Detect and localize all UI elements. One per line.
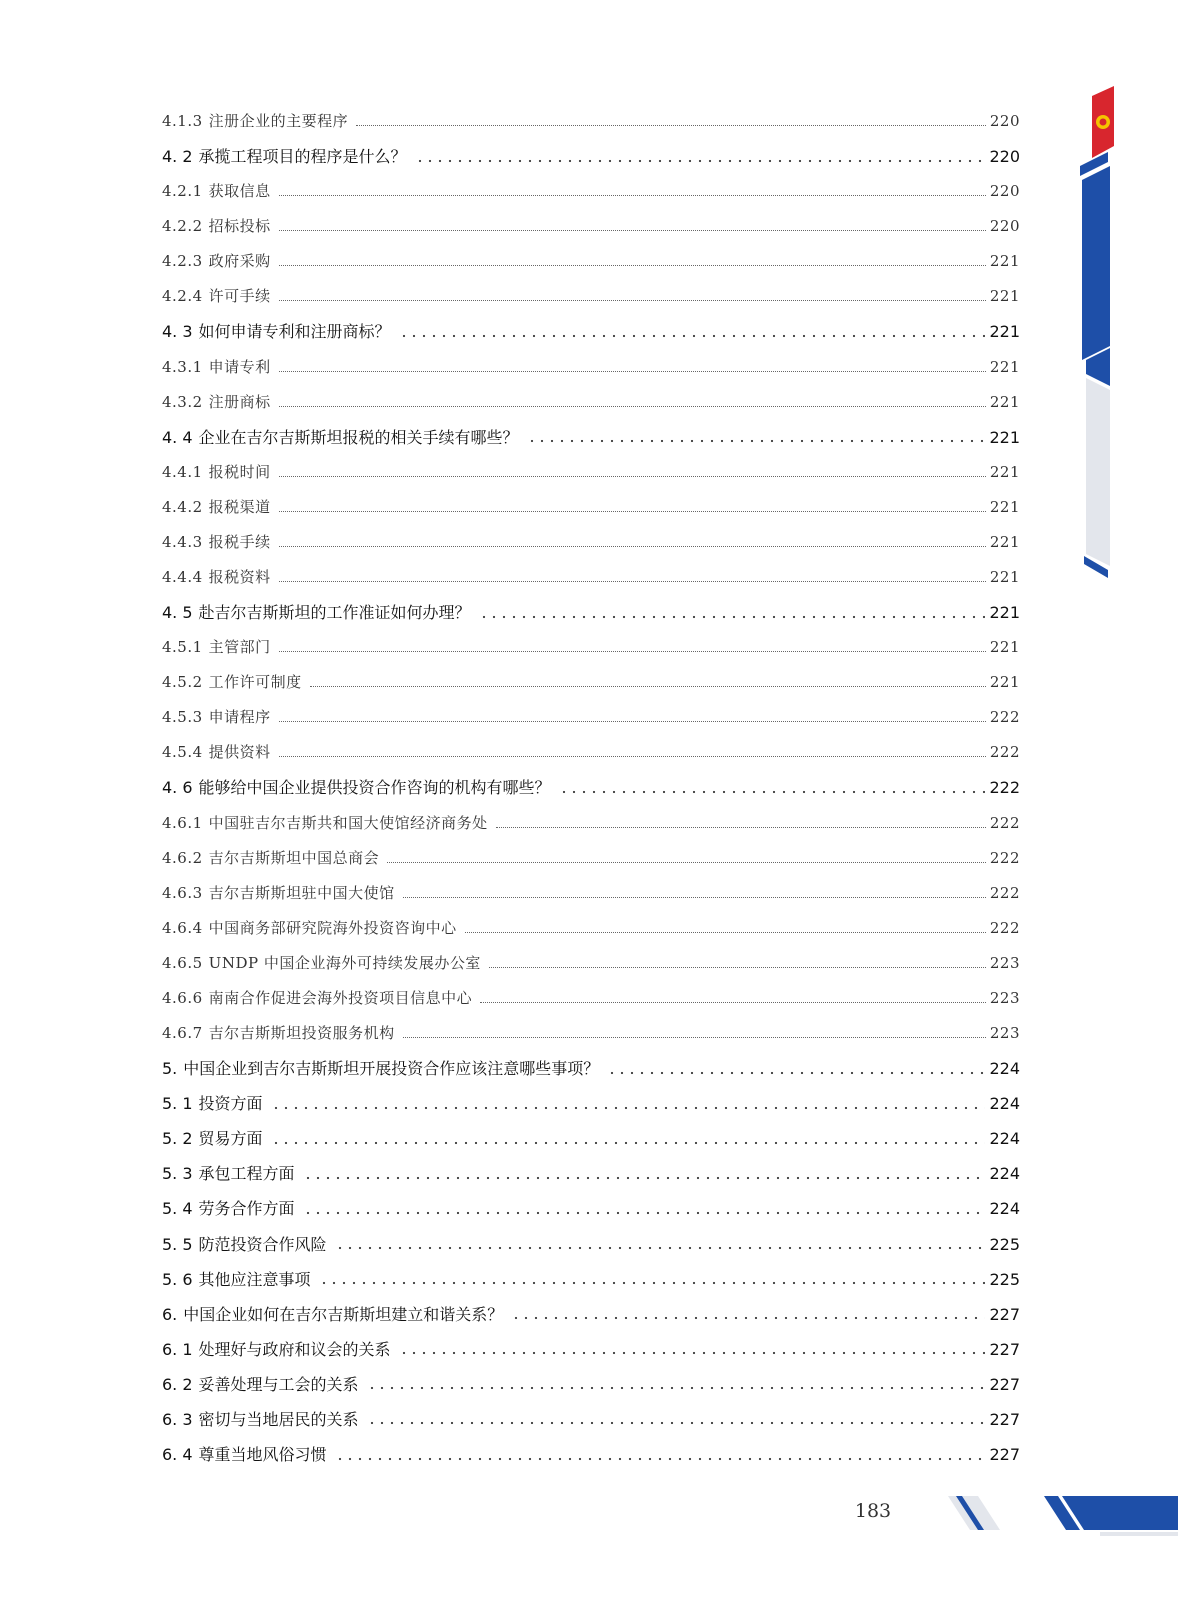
toc-entry-title: 赴吉尔吉斯斯坦的工作准证如何办理？ — [198, 603, 471, 623]
toc-entry-number: 5. 6 — [162, 1269, 193, 1289]
toc-entry-page: 222 — [989, 743, 1020, 762]
toc-entry-number: 4.3.2 — [162, 392, 203, 411]
toc-entry-page: 227 — [989, 1304, 1020, 1324]
toc-entry — [162, 314, 1020, 349]
toc-entry-page: 222 — [989, 708, 1020, 727]
toc-entry — [162, 876, 1020, 911]
toc-entry-title: 密切与当地居民的关系 — [198, 1409, 359, 1429]
toc-entry-label — [162, 174, 271, 209]
toc-entry-page: 227 — [989, 1374, 1020, 1394]
toc-entry — [162, 946, 1020, 981]
toc-entry-title: 企业在吉尔吉斯斯坦报税的相关手续有哪些？ — [198, 427, 519, 447]
toc-dot-leader — [279, 371, 986, 372]
toc-dot-leader — [271, 1106, 986, 1110]
toc-dot-leader — [279, 300, 986, 301]
toc-entry — [162, 244, 1020, 279]
toc-dot-leader — [607, 1071, 985, 1075]
toc-dot-leader — [399, 334, 986, 338]
toc-entry-number: 5. 5 — [162, 1234, 193, 1254]
toc-entry-label — [162, 314, 391, 349]
toc-entry-page: 224 — [989, 1164, 1020, 1184]
toc-entry-page: 221 — [989, 392, 1020, 411]
toc-entry-title: 报税资料 — [208, 568, 271, 587]
toc-entry-page: 225 — [989, 1269, 1020, 1289]
toc-entry-number: 4.6.4 — [162, 918, 203, 937]
toc-entry-label — [162, 1227, 327, 1262]
toc-entry — [162, 1016, 1020, 1051]
toc-entry — [162, 595, 1020, 630]
toc-entry-number: 6. 4 — [162, 1444, 193, 1464]
toc-entry-page: 221 — [989, 357, 1020, 376]
toc-entry — [162, 911, 1020, 946]
toc-entry-number: 4.1.3 — [162, 112, 203, 130]
toc-dot-leader — [403, 897, 986, 898]
toc-entry-label — [162, 770, 551, 805]
toc-entry-number: 4.5.2 — [162, 673, 203, 692]
toc-entry-number: 5. 3 — [162, 1164, 193, 1184]
toc-entry-title: 吉尔吉斯斯坦中国总商会 — [208, 848, 380, 867]
toc-entry-number: 4.4.1 — [162, 462, 203, 481]
toc-entry-title: 承揽工程项目的程序是什么？ — [198, 147, 407, 167]
toc-entry-title: 投资方面 — [198, 1094, 263, 1114]
toc-entry-title: 注册商标 — [208, 392, 271, 411]
toc-entry-label — [162, 1402, 359, 1437]
toc-entry-title: 工作许可制度 — [208, 673, 302, 692]
toc-entry-label — [162, 560, 271, 595]
toc-entry-number: 4.6.7 — [162, 1024, 203, 1043]
toc-entry-page: 227 — [989, 1409, 1020, 1429]
toc-entry-title: 妥善处理与工会的关系 — [198, 1374, 359, 1394]
toc-entry-number: 4.2.4 — [162, 287, 203, 306]
toc-entry — [162, 665, 1020, 700]
toc-dot-leader — [310, 686, 986, 687]
toc-entry-title: 劳务合作方面 — [198, 1199, 295, 1219]
toc-dot-leader — [279, 265, 986, 266]
toc-dot-leader — [279, 476, 986, 477]
toc-dot-leader — [279, 230, 986, 231]
toc-entry-title: 政府采购 — [208, 252, 271, 271]
toc-entry-title: 报税渠道 — [208, 497, 271, 516]
toc-entry-title: 报税手续 — [208, 532, 271, 551]
toc-entry-page: 221 — [989, 322, 1020, 342]
toc-entry-label — [162, 1297, 503, 1332]
toc-entry-title: 防范投资合作风险 — [198, 1234, 327, 1254]
toc-entry-title: 中国企业如何在吉尔吉斯斯坦建立和谐关系？ — [183, 1304, 504, 1324]
toc-entry-page: 224 — [989, 1059, 1020, 1079]
toc-entry-title: 中国商务部研究院海外投资咨询中心 — [208, 918, 457, 937]
toc-entry-number: 4. 3 — [162, 322, 193, 342]
toc-entry — [162, 139, 1020, 174]
toc-entry-label — [162, 455, 271, 490]
toc-dot-leader — [279, 721, 986, 722]
table-of-contents — [162, 104, 1020, 1472]
toc-entry-number: 5. 2 — [162, 1129, 193, 1149]
toc-entry-label — [162, 104, 348, 139]
toc-entry-title: 中国企业到吉尔吉斯斯坦开展投资合作应该注意哪些事项？ — [183, 1059, 600, 1079]
toc-entry — [162, 770, 1020, 805]
toc-entry-label — [162, 700, 271, 735]
toc-entry — [162, 1051, 1020, 1086]
toc-entry-title: 处理好与政府和议会的关系 — [198, 1339, 391, 1359]
toc-dot-leader — [511, 1316, 985, 1320]
toc-entry-number: 5. 1 — [162, 1094, 193, 1114]
toc-entry-label — [162, 981, 472, 1016]
toc-entry-number: 4.6.5 — [162, 953, 203, 972]
toc-entry-label — [162, 244, 271, 279]
toc-entry — [162, 1437, 1020, 1472]
toc-entry-page: 225 — [989, 1234, 1020, 1254]
toc-entry-number: 4.5.4 — [162, 743, 203, 762]
toc-entry-page: 227 — [989, 1339, 1020, 1359]
toc-dot-leader — [319, 1281, 986, 1285]
toc-entry-page: 220 — [989, 182, 1020, 201]
toc-entry-title: 主管部门 — [208, 638, 271, 657]
toc-entry-page: 221 — [989, 568, 1020, 587]
toc-dot-leader — [527, 439, 986, 443]
toc-entry-page: 221 — [989, 673, 1020, 692]
toc-dot-leader — [559, 790, 986, 794]
toc-entry-number: 4.5.1 — [162, 638, 203, 657]
toc-entry-label — [162, 735, 271, 770]
page-number: 183 — [854, 1500, 892, 1522]
toc-entry — [162, 525, 1020, 560]
toc-entry — [162, 1262, 1020, 1297]
toc-dot-leader — [403, 1037, 986, 1038]
toc-entry-label — [162, 595, 471, 630]
toc-dot-leader — [279, 756, 986, 757]
toc-entry — [162, 806, 1020, 841]
toc-dot-leader — [279, 581, 986, 582]
toc-entry — [162, 630, 1020, 665]
toc-entry-number: 6. 1 — [162, 1339, 193, 1359]
toc-entry-number: 5. 4 — [162, 1199, 193, 1219]
toc-entry — [162, 1402, 1020, 1437]
toc-entry-page: 224 — [989, 1129, 1020, 1149]
toc-entry — [162, 420, 1020, 455]
toc-entry-number: 6. 3 — [162, 1409, 193, 1429]
toc-entry — [162, 490, 1020, 525]
toc-entry-title: 中国驻吉尔吉斯共和国大使馆经济商务处 — [208, 813, 488, 832]
toc-entry-page: 221 — [989, 287, 1020, 306]
toc-entry-title: 承包工程方面 — [198, 1164, 295, 1184]
toc-entry-label — [162, 630, 271, 665]
toc-entry — [162, 174, 1020, 209]
toc-entry — [162, 1332, 1020, 1367]
toc-dot-leader — [479, 615, 986, 619]
toc-dot-leader — [279, 546, 986, 547]
toc-entry — [162, 1191, 1020, 1226]
toc-entry-number: 4.4.2 — [162, 497, 203, 516]
toc-entry-label — [162, 420, 519, 455]
toc-entry-title: 注册企业的主要程序 — [208, 112, 349, 130]
toc-entry-number: 4.4.4 — [162, 568, 203, 587]
toc-entry-number: 6. 2 — [162, 1374, 193, 1394]
toc-entry-label — [162, 1437, 327, 1472]
toc-entry-page: 222 — [989, 883, 1020, 902]
toc-entry-label — [162, 1367, 359, 1402]
bottom-decoration — [940, 1488, 1178, 1544]
toc-entry — [162, 560, 1020, 595]
toc-entry — [162, 1297, 1020, 1332]
toc-entry-page: 221 — [989, 252, 1020, 271]
toc-entry — [162, 1367, 1020, 1402]
toc-dot-leader — [367, 1421, 986, 1425]
toc-dot-leader — [496, 827, 986, 828]
toc-entry-page: 223 — [989, 1024, 1020, 1043]
toc-entry-page: 222 — [989, 848, 1020, 867]
toc-entry-page: 221 — [989, 532, 1020, 551]
toc-entry-label — [162, 876, 395, 911]
toc-entry-number: 4. 2 — [162, 147, 193, 167]
toc-entry-label — [162, 139, 407, 174]
toc-entry-label — [162, 209, 271, 244]
toc-entry-number: 4.5.3 — [162, 708, 203, 727]
toc-entry-title: 南南合作促进会海外投资项目信息中心 — [208, 988, 473, 1007]
toc-dot-leader — [489, 967, 986, 968]
toc-entry-label — [162, 279, 271, 314]
toc-entry-page: 223 — [989, 953, 1020, 972]
toc-entry-label — [162, 1156, 295, 1191]
toc-entry-page: 222 — [989, 778, 1020, 798]
toc-entry-page: 222 — [989, 918, 1020, 937]
toc-entry-number: 4.6.2 — [162, 848, 203, 867]
toc-entry-label — [162, 525, 271, 560]
toc-entry-number: 4.6.3 — [162, 883, 203, 902]
toc-entry-label — [162, 350, 271, 385]
toc-entry-label — [162, 385, 271, 420]
toc-entry-label — [162, 490, 271, 525]
toc-entry-page: 227 — [989, 1444, 1020, 1464]
toc-dot-leader — [480, 1002, 986, 1003]
toc-entry-label — [162, 1016, 395, 1051]
toc-entry-title: 吉尔吉斯斯坦投资服务机构 — [208, 1024, 395, 1043]
toc-dot-leader — [279, 651, 986, 652]
toc-entry-page: 220 — [989, 112, 1020, 130]
toc-entry-title: 吉尔吉斯斯坦驻中国大使馆 — [208, 883, 395, 902]
toc-entry-page: 223 — [989, 988, 1020, 1007]
toc-entry-title: 申请专利 — [208, 357, 271, 376]
toc-entry-label — [162, 1051, 599, 1086]
toc-entry — [162, 841, 1020, 876]
toc-entry — [162, 279, 1020, 314]
toc-entry-page: 221 — [989, 462, 1020, 481]
toc-entry-title: UNDP 中国企业海外可持续发展办公室 — [208, 953, 481, 972]
toc-entry — [162, 1156, 1020, 1191]
toc-dot-leader — [303, 1211, 986, 1215]
toc-entry-number: 4.2.3 — [162, 252, 203, 271]
toc-entry — [162, 385, 1020, 420]
toc-dot-leader — [303, 1176, 986, 1180]
toc-entry-label — [162, 946, 481, 981]
toc-entry-number: 4. 5 — [162, 603, 193, 623]
toc-entry-page: 221 — [989, 497, 1020, 516]
side-decoration — [1080, 86, 1120, 586]
toc-dot-leader — [415, 159, 986, 163]
toc-entry-title: 如何申请专利和注册商标？ — [198, 322, 391, 342]
toc-entry-number: 6. — [162, 1304, 178, 1324]
toc-dot-leader — [465, 932, 986, 933]
toc-entry-title: 贸易方面 — [198, 1129, 263, 1149]
toc-entry-title: 提供资料 — [208, 743, 271, 762]
toc-entry-page: 221 — [989, 638, 1020, 657]
toc-entry-number: 4.2.1 — [162, 182, 203, 201]
toc-entry-label — [162, 1086, 263, 1121]
toc-entry — [162, 350, 1020, 385]
toc-entry-title: 获取信息 — [208, 182, 271, 201]
toc-entry-number: 4.4.3 — [162, 532, 203, 551]
toc-entry-page: 224 — [989, 1199, 1020, 1219]
toc-dot-leader — [387, 862, 986, 863]
toc-entry-title: 申请程序 — [208, 708, 271, 727]
toc-entry-label — [162, 1332, 391, 1367]
toc-dot-leader — [279, 511, 986, 512]
toc-entry — [162, 1086, 1020, 1121]
toc-entry-page: 220 — [989, 217, 1020, 236]
toc-entry-number: 5. — [162, 1059, 178, 1079]
toc-entry — [162, 735, 1020, 770]
toc-entry-number: 4. 6 — [162, 778, 193, 798]
toc-entry — [162, 981, 1020, 1016]
toc-entry-title: 报税时间 — [208, 462, 271, 481]
toc-entry-number: 4. 4 — [162, 427, 193, 447]
toc-entry-label — [162, 806, 488, 841]
toc-entry-page: 224 — [989, 1094, 1020, 1114]
toc-entry-number: 4.6.6 — [162, 988, 203, 1007]
toc-entry-number: 4.6.1 — [162, 813, 203, 832]
toc-entry — [162, 1227, 1020, 1262]
toc-entry-label — [162, 1191, 295, 1226]
toc-dot-leader — [271, 1141, 986, 1145]
toc-dot-leader — [399, 1351, 986, 1355]
toc-entry-page: 221 — [989, 603, 1020, 623]
toc-entry-label — [162, 1121, 263, 1156]
toc-dot-leader — [356, 125, 986, 126]
toc-entry — [162, 209, 1020, 244]
toc-entry-page: 222 — [989, 813, 1020, 832]
toc-entry-title: 其他应注意事项 — [198, 1269, 311, 1289]
toc-entry-page: 220 — [989, 147, 1020, 167]
toc-dot-leader — [367, 1386, 986, 1390]
toc-entry-number: 4.2.2 — [162, 217, 203, 236]
toc-entry — [162, 104, 1020, 139]
toc-entry — [162, 455, 1020, 490]
toc-entry — [162, 1121, 1020, 1156]
toc-entry-label — [162, 911, 457, 946]
toc-entry — [162, 700, 1020, 735]
toc-entry-title: 尊重当地风俗习惯 — [198, 1444, 327, 1464]
toc-entry-title: 许可手续 — [208, 287, 271, 306]
toc-dot-leader — [335, 1457, 986, 1461]
toc-entry-label — [162, 1262, 311, 1297]
toc-dot-leader — [279, 406, 986, 407]
toc-entry-label — [162, 841, 379, 876]
toc-entry-title: 招标投标 — [208, 217, 271, 236]
toc-entry-number: 4.3.1 — [162, 357, 203, 376]
toc-entry-page: 221 — [989, 427, 1020, 447]
toc-dot-leader — [279, 195, 986, 196]
toc-dot-leader — [335, 1246, 986, 1250]
toc-entry-title: 能够给中国企业提供投资合作咨询的机构有哪些？ — [198, 778, 551, 798]
toc-entry-label — [162, 665, 302, 700]
